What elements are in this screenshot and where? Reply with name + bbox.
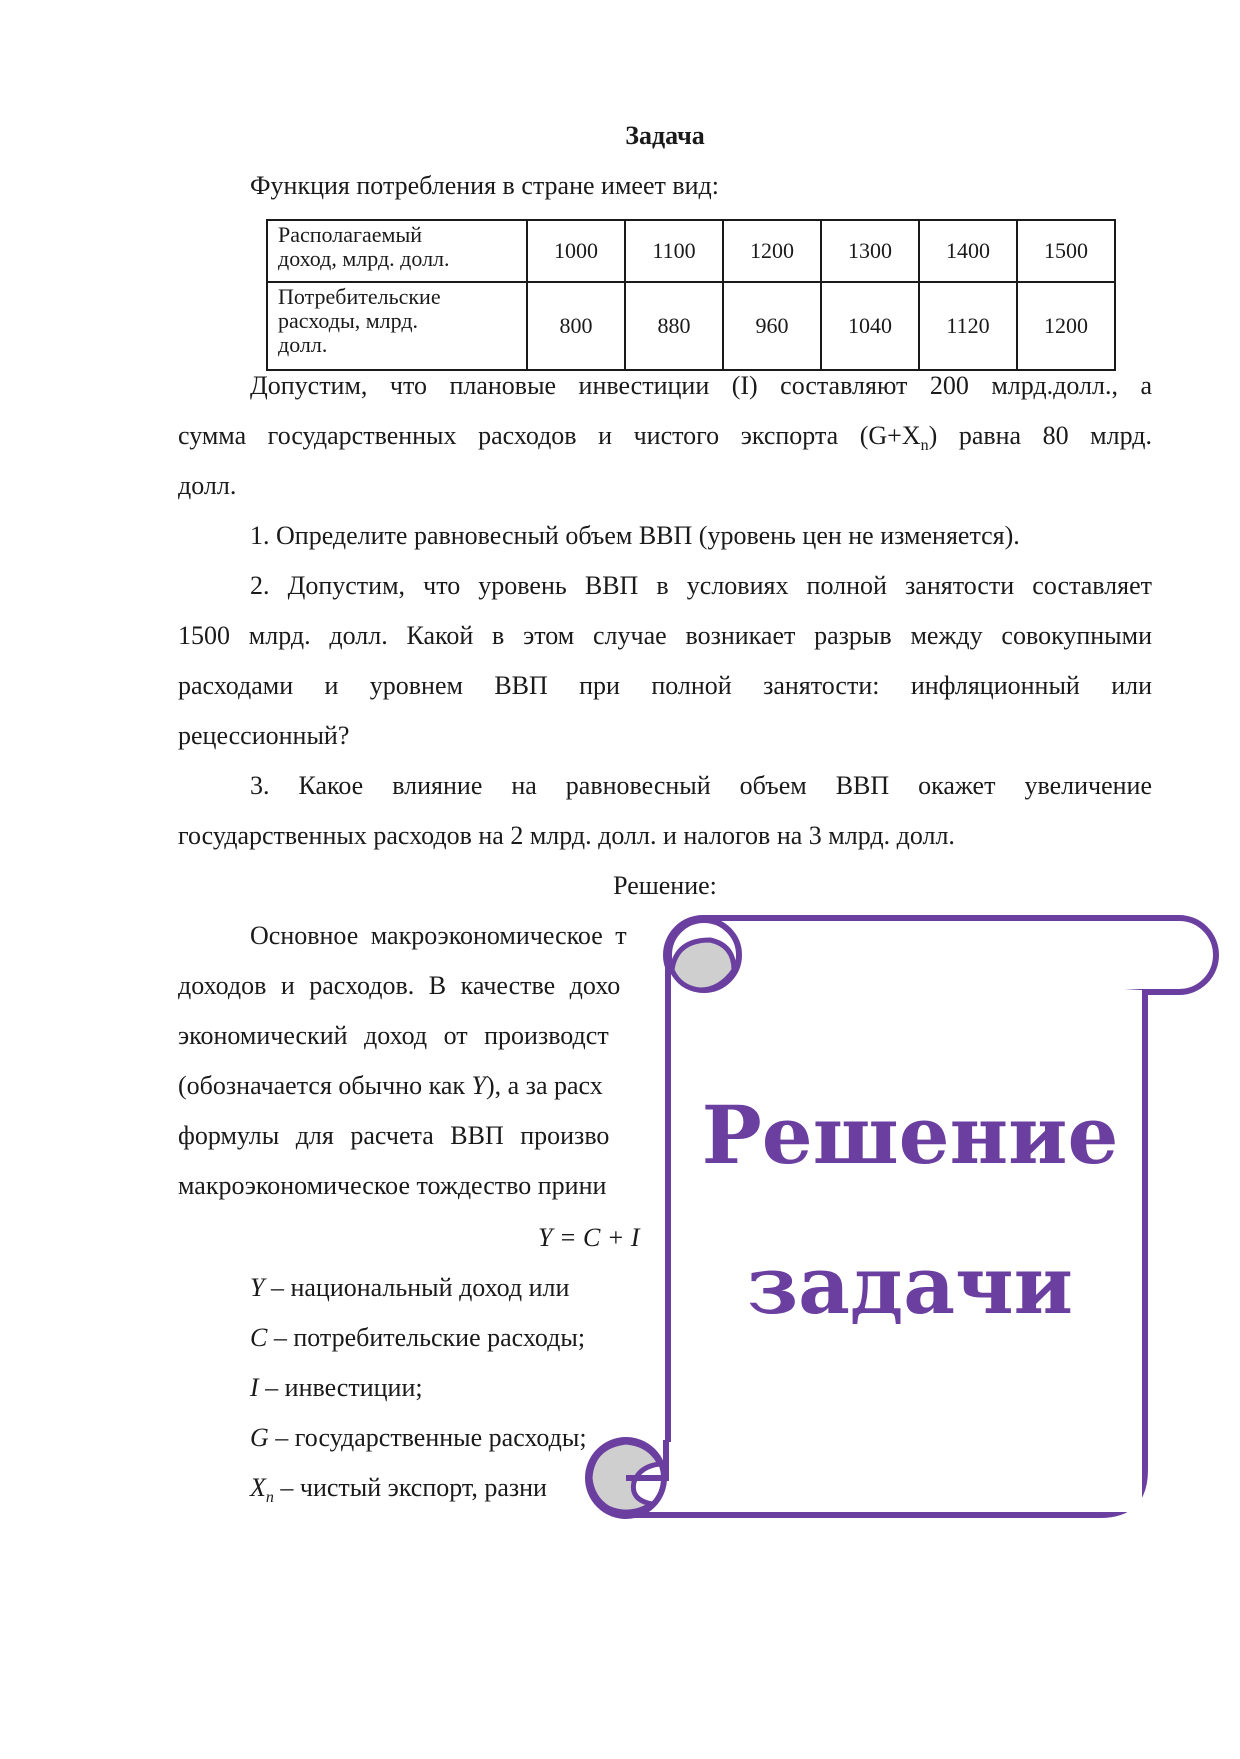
def-c: C – потребительские расходы;	[250, 1323, 586, 1352]
overlay-title-line2: задачи	[747, 1238, 1073, 1332]
solution-line6: макроэкономическое тождество прини	[178, 1171, 607, 1200]
question-2-line4: рецессионный?	[178, 721, 350, 750]
def-xn: $X_n$ – чистый экспорт, разни	[250, 1473, 547, 1507]
def-i: I – инвестиции;	[250, 1373, 423, 1402]
table-cell: 1400	[919, 220, 1017, 282]
table-row-label: Располагаемый доход, млрд. долл.	[267, 220, 527, 282]
table-cell: 1040	[821, 282, 919, 370]
question-2-line1: 2. Допустим, что уровень ВВП в условиях полной занятости составляет	[250, 571, 1152, 600]
formula: Y = C + I	[538, 1223, 640, 1252]
para1-line2: сумма государственных расходов и чистого экспорта $(G+X_n)$ равна 80 млрд.	[178, 421, 1152, 455]
table-cell: 1200	[723, 220, 821, 282]
question-3-line2: государственных расходов на 2 млрд. долл. и налогов на 3 млрд. долл.	[178, 821, 955, 850]
table-cell: 880	[625, 282, 723, 370]
solution-line2: доходов и расходов. В качестве дохо	[178, 971, 621, 1000]
solution-line3: экономический доход от производст	[178, 1021, 609, 1050]
problem-title: Задача	[625, 121, 705, 150]
table-cell: 1300	[821, 220, 919, 282]
table-row-label: Потребительские расходы, млрд. долл.	[267, 282, 527, 370]
question-1: 1. Определите равновесный объем ВВП (уровень цен не изменяется).	[250, 521, 1020, 550]
para1-line3: долл.	[178, 471, 237, 500]
table-cell: 1000	[527, 220, 625, 282]
table-cell: 1120	[919, 282, 1017, 370]
solution-line1: Основное макроэкономическое т	[250, 921, 627, 950]
para1-line1: Допустим, что плановые инвестиции (I) составляют 200 млрд.долл., а	[250, 371, 1152, 400]
solution-heading: Решение:	[613, 871, 717, 900]
overlay-title-line1: Решение	[701, 1088, 1119, 1182]
question-3-line1: 3. Какое влияние на равновесный объем ВВП окажет увеличение	[250, 771, 1152, 800]
table-cell: 1500	[1017, 220, 1115, 282]
table-cell: 800	[527, 282, 625, 370]
table-cell: 1200	[1017, 282, 1115, 370]
def-g: G – государственные расходы;	[250, 1423, 587, 1452]
def-y: Y – национальный доход или	[250, 1273, 570, 1302]
table-cell: 960	[723, 282, 821, 370]
solution-line4: (обозначается обычно как Y), а за расх	[178, 1071, 603, 1100]
question-2-line3: расходами и уровнем ВВП при полной занятости: инфляционный или	[178, 671, 1152, 700]
intro-line: Функция потребления в стране имеет вид:	[250, 171, 719, 200]
table-cell: 1100	[625, 220, 723, 282]
question-2-line2: 1500 млрд. долл. Какой в этом случае возникает разрыв между совокупными	[178, 621, 1152, 650]
solution-line5: формулы для расчета ВВП произво	[178, 1121, 610, 1150]
